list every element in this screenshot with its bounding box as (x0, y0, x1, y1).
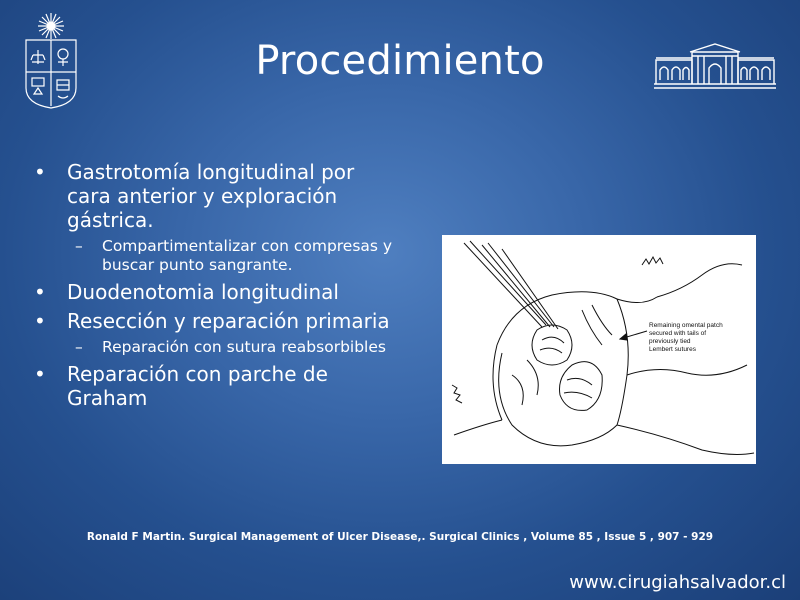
bullet-text: Reparación con parche de Graham (67, 362, 328, 410)
citation: Ronald F Martin. Surgical Management of Ulcer Disease,. Surgical Clinics , Volume 85 , Issue 5 , 907 - 929 (86, 531, 714, 543)
bullet-item (30, 362, 400, 410)
bullet-list (30, 160, 400, 415)
bullet-item (30, 160, 400, 232)
figure-annotation-line: Remaining omental patch (649, 322, 723, 329)
bullet-dot-icon: • (34, 160, 46, 184)
dash-icon: – (75, 237, 83, 255)
figure-annotation-line: secured with tails of (649, 330, 707, 337)
slide-title: Procedimiento (255, 38, 545, 84)
bullet-text: Resección y reparación primaria (67, 309, 390, 333)
bullet-text: Duodenotomia longitudinal (67, 280, 339, 304)
bullet-item (30, 280, 400, 304)
figure-annotation-line: Lembert sutures (649, 346, 696, 353)
sub-bullet-text: Reparación con sutura reabsorbibles (102, 338, 386, 356)
bullet-text: Gastrotomía longitudinal por cara anterior y exploración gástrica. (67, 160, 355, 232)
website-url[interactable]: www.cirugiahsalvador.cl (569, 572, 786, 593)
figure-annotation-line: previously tied (649, 338, 691, 345)
bullet-dot-icon: • (34, 362, 46, 386)
sub-bullet-item (30, 237, 400, 275)
bullet-dot-icon: • (34, 280, 46, 304)
sub-bullet-item (30, 338, 400, 357)
bullet-dot-icon: • (34, 309, 46, 333)
surgical-illustration (442, 235, 756, 464)
sub-bullet-text: Compartimentalizar con compresas y buscar punto sangrante. (102, 237, 393, 274)
dash-icon: – (75, 338, 83, 356)
bullet-item (30, 309, 400, 333)
